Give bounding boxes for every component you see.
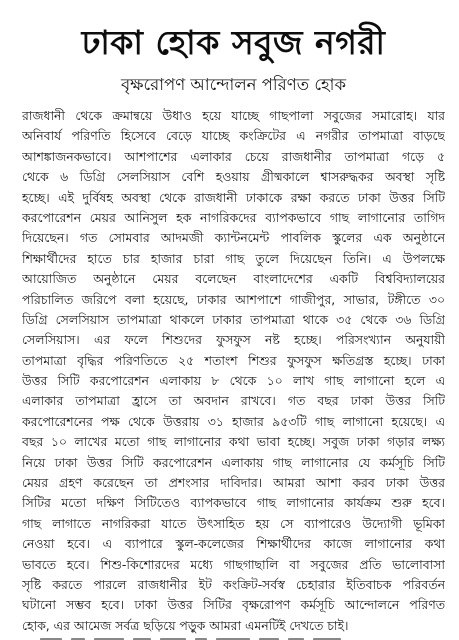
article-line: করপোরেশন মেয়র আনিসুল হক নাগরিকদের ব্যাপকভাবে গাছ লাগানোর তাগিদ xyxy=(22,209,445,225)
article-line: গাছ লাগাতে নাগরিকরা যাতে উৎসাহিত হয় সে ব্যাপারেও উদ্যোগী ভূমিকা xyxy=(22,515,445,531)
article-line: তাপমাত্রা বৃদ্ধির পরিণতিতে ২৫ শতাংশ শিশুর ফুসফুস ক্ষতিগ্রস্ত হচ্ছে। ঢাকা xyxy=(22,352,445,368)
article-line: ঘটানো সম্ভব হবে। ঢাকা উত্তর সিটির বৃক্ষরোপণ কর্মসূচি আন্দোলনে পরিণত xyxy=(22,597,445,613)
headline: ঢাকা হোক সবুজ নগরী xyxy=(81,23,386,62)
article-line: থেকে ৬ ডিগ্রি সেলসিয়াস বেশি হওয়ায় গ্রীষ্মকালে শ্বাসরুদ্ধকর অবস্থা সৃষ্টি xyxy=(22,169,445,185)
article-line: রাজধানী থেকে ক্রমান্বয়ে উধাও হয়ে যাচ্ছে গাছপালা সবুজের সমারোহ। যার xyxy=(22,108,445,123)
article-line: নিয়ে ঢাকা উত্তর সিটি করপোরেশন এলাকায় গাছ লাগানোর যে কর্মসূচি সিটি xyxy=(22,454,445,470)
article-line: ভাবতে হবে। শিশু-কিশোরদের মধ্যে গাছগাছালি বা সবুজের প্রতি ভালোবাসা xyxy=(22,556,445,572)
article-line: এলাকার তাপমাত্রা হ্রাসে তা অবদান রাখবে। গত বছর ঢাকা উত্তর সিটি xyxy=(22,393,445,409)
article-line: সেলসিয়াস। এর ফলে শিশুদের ফুসফুস নষ্ট হচ্ছে। পরিসংখ্যান অনুযায়ী xyxy=(22,332,445,348)
article-body xyxy=(22,106,445,636)
article-line: করপোরেশনের পক্ষ থেকে উত্তরায় ৩১ হাজার ৯৫৩টি গাছ লাগানো হয়েছে। এ xyxy=(22,413,445,429)
article-line: আশঙ্কাজনকভাবে। আশপাশের এলাকার চেয়ে রাজধানীর তাপমাত্রা গড়ে ৫ xyxy=(22,148,445,164)
article-line: বছর ১০ লাখের মতো গাছ লাগানোর কথা ভাবা হচ্ছে। সবুজ ঢাকা গড়ার লক্ষ্য xyxy=(22,434,445,450)
article-line: অনিবার্য পরিণতি হিসেবে বেড়ে যাচ্ছে কংক্রিটের এ নগরীর তাপমাত্রা বাড়ছে xyxy=(22,128,445,144)
article-line: পরিচালিত জরিপে বলা হয়েছে, ঢাকার আশপাশে গাজীপুর, সাভার, টঙ্গীতে ৩০ xyxy=(22,291,445,307)
article-line: আয়োজিত অনুষ্ঠানে মেয়র বলেছেন বাংলাদেশের একটি বিশ্ববিদ্যালয়ের xyxy=(22,271,445,287)
article-line: দিয়েছেন। গত সোমবার আদমজী ক্যান্টনমেন্ট পাবলিক স্কুলের এক অনুষ্ঠানে xyxy=(22,230,445,246)
article-line: শিক্ষার্থীদের হাতে চার হাজার চারা গাছ তুলে দিয়েছেন তিনি। এ উপলক্ষে xyxy=(22,250,445,266)
article-line: নেওয়া হবে। এ ব্যাপারে স্কুল-কলেজের শিক্ষার্থীদের কাজে লাগানোর কথা xyxy=(22,536,445,552)
article-line: সিটির মতো দক্ষিণ সিটিতেও ব্যাপকভাবে গাছ লাগানোর কার্যক্রম শুরু হবে। xyxy=(22,495,445,511)
article-line: সৃষ্টি করতে পারলে রাজধানীর ইট কংক্রিট-সর্বস্ব চেহারার ইতিবাচক পরিবর্তন xyxy=(22,576,445,592)
article-line: হোক, এর আমেজ সর্বত্র ছড়িয়ে পড়ুক আমরা এমনটিই দেখতে চাই। xyxy=(22,617,349,633)
article-line: উত্তর সিটি করপোরেশন এলাকায় ৮ থেকে ১০ লাখ গাছ লাগানো হলে এ xyxy=(22,373,445,389)
article-line: মেয়র গ্রহণ করেছেন তা প্রশংসার দাবিদার। আমরা আশা করব ঢাকা উত্তর xyxy=(22,475,445,491)
subheadline: বৃক্ষরোপণ আন্দোলন পরিণত হোক xyxy=(120,75,347,94)
article-line: ডিগ্রি সেলসিয়াস তাপমাত্রা থাকলে ঢাকার তাপমাত্রা থাকে ৩৫ থেকে ৩৬ ডিগ্রি xyxy=(22,311,445,327)
cut-off-next-line xyxy=(40,626,400,640)
article-line: হচ্ছে। এই দুর্বিষহ অবস্থা থেকে রাজধানী ঢাকাকে রক্ষা করতে ঢাকা উত্তর সিটি xyxy=(22,189,445,205)
